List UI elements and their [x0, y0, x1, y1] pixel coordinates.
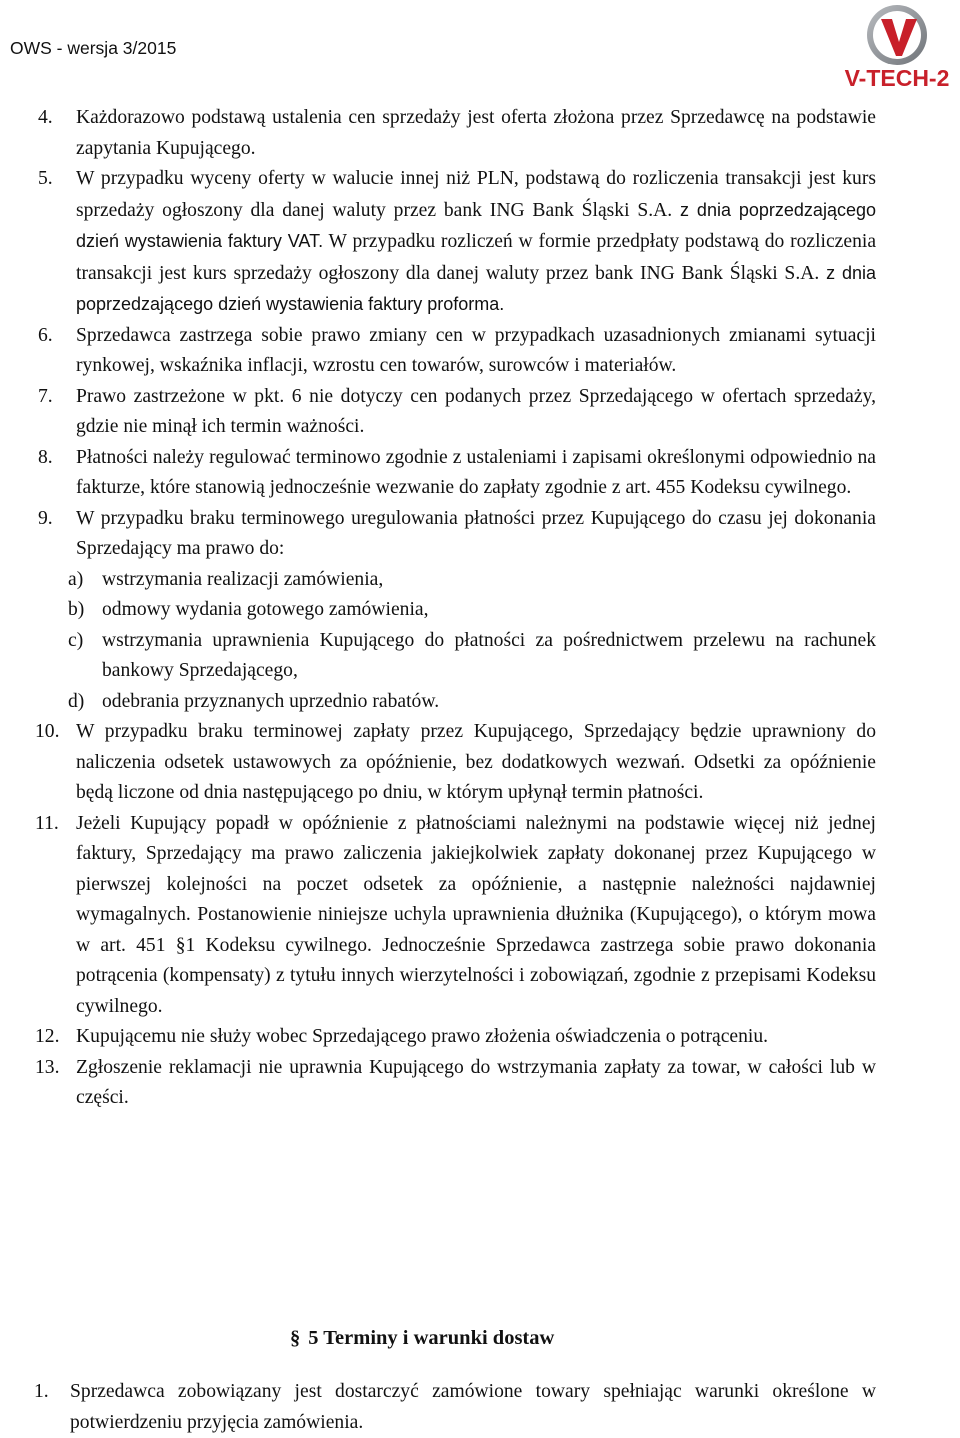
list-number: 6.	[38, 324, 53, 346]
sub-item-b	[68, 595, 876, 626]
list-item-11	[35, 809, 876, 1023]
logo-wordmark: V-TECH-2	[844, 65, 950, 91]
list-item-4	[38, 103, 876, 164]
list-item-text-sans: z dnia poprzedzającego dzień wystawienia faktury proforma.	[76, 262, 876, 314]
document-version: OWS - wersja 3/2015	[10, 38, 177, 58]
delivery-terms-list	[34, 1377, 876, 1438]
list-item-text: Prawo zastrzeżone w pkt. 6 nie dotyczy cen podanych przez Sprzedającego w ofertach sprzedaży, gdzie nie minął ich termin ważności.	[76, 385, 876, 437]
list-item-text: Sprzedawca zastrzega sobie prawo zmiany cen w przypadkach uzasadnionych zmianami sytuacji rynkowej, wskaźnika inflacji, wzrostu cen towarów, surowców i materiałów.	[76, 324, 876, 376]
list-number: 11.	[35, 812, 59, 834]
list-number: 7.	[38, 385, 53, 407]
list-number: 12.	[35, 1026, 60, 1047]
list-number: 9.	[38, 507, 53, 529]
sub-item-text: wstrzymania uprawnienia Kupującego do płatności za pośrednictwem przelewu na rachunek bankowy Sprzedającego,	[102, 629, 876, 681]
list-item-text: W przypadku wyceny oferty w walucie innej niż PLN, podstawą do rozliczenia transakcji jest kurs sprzedaży ogłoszony dla danej waluty przez bank ING Bank Śląski S.A.	[76, 168, 876, 221]
sub-item-text: odmowy wydania gotowego zamówienia,	[102, 599, 429, 620]
payment-terms-list	[35, 103, 877, 1114]
sub-item-letter: a)	[68, 568, 84, 590]
sub-item-letter: b)	[68, 599, 85, 620]
list-item-13	[35, 1053, 876, 1114]
list-item-10	[35, 717, 876, 809]
list-item-text: Jeżeli Kupujący popadł w opóźnienie z płatnościami należnymi na podstawie więcej niż jednej faktury, Sprzedający ma prawo zaliczenia jakiejkolwiek zapłaty dokonanej przez Kupującego w pierwszej kolejności na poczet odsetek za opóźnienie, a następnie należności najdawniej wymagalnych. Postanowienie niniejsze uchyla uprawnienia dłużnika (Kupującego), o którym mowa w art. 451 §1 Kodeksu cywilnego. Jednocześnie Sprzedawca zastrzega sobie prawo dokonania potrącenia (kompensaty) z tytułu innych wierzytelności i zobowiązań, zgodnie z przepisami Kodeksu cywilnego.	[76, 812, 876, 1017]
list-number: 8.	[38, 446, 53, 468]
list-number: 4.	[38, 107, 53, 128]
sub-item-d	[68, 687, 876, 718]
list-item-text: Kupującemu nie służy wobec Sprzedającego prawo złożenia oświadczenia o potrąceniu.	[76, 1026, 769, 1047]
section-symbol: §	[290, 1327, 301, 1349]
sub-item-letter: d)	[68, 690, 85, 712]
list-item-text: Płatności należy regulować terminowo zgodnie z ustaleniami i zapisami określonymi odpowiednio na fakturze, które stanowią jednocześnie wezwanie do zapłaty zgodnie z art. 455 Kodeksu cywilnego.	[76, 446, 876, 498]
list-item-text-sans: z dnia poprzedzającego dzień wystawienia faktury VAT.	[76, 199, 876, 251]
list-item-12	[35, 1022, 876, 1053]
list-item-text: Sprzedawca zobowiązany jest dostarczyć zamówione towary spełniając warunki określone w potwierdzeniu przyjęcia zamówienia.	[70, 1381, 876, 1433]
sub-item-text: odebrania przyznanych uprzednio rabatów.	[102, 690, 440, 712]
list-item-7	[38, 382, 876, 443]
list-item-text: W przypadku rozliczeń w formie przedpłaty podstawą do rozliczenia transakcji jest kurs sprzedaży ogłoszony dla danej waluty przez bank ING Bank Śląski S.A.	[76, 231, 877, 284]
delivery-item-1	[34, 1377, 876, 1438]
list-item-text: W przypadku braku terminowej zapłaty przez Kupującego, Sprzedający będzie uprawniony do naliczenia odsetek ustawowych za opóźnienie, bez dodatkowych wezwań. Odsetki za opóźnienie będą liczone od dnia następującego po dniu, w którym upłynął termin płatności.	[76, 721, 876, 803]
sub-item-a	[68, 565, 876, 596]
list-number: 1.	[34, 1381, 49, 1402]
list-number: 5.	[38, 168, 53, 189]
list-number: 10.	[35, 721, 60, 742]
sub-item-text: wstrzymania realizacji zamówienia,	[102, 568, 384, 590]
list-item-9	[38, 504, 876, 565]
list-number: 13.	[35, 1056, 60, 1078]
list-item-text: W przypadku braku terminowego uregulowania płatności przez Kupującego do czasu jej dokonania Sprzedający ma prawo do:	[76, 507, 876, 559]
section-title-text: 5 Terminy i warunki dostaw	[308, 1327, 555, 1349]
list-item-6	[38, 321, 876, 382]
sub-item-letter: c)	[68, 629, 84, 651]
section-heading	[290, 1327, 554, 1350]
list-item-text: Każdorazowo podstawą ustalenia cen sprzedaży jest oferta złożona przez Sprzedawcę na podstawie zapytania Kupującego.	[76, 107, 876, 159]
company-logo	[836, 2, 958, 94]
sub-item-c	[68, 626, 876, 687]
list-item-text: Zgłoszenie reklamacji nie uprawnia Kupującego do wstrzymania zapłaty za towar, w całości lub w części.	[76, 1056, 876, 1108]
list-item-8	[38, 443, 876, 504]
list-item-5	[38, 164, 876, 321]
